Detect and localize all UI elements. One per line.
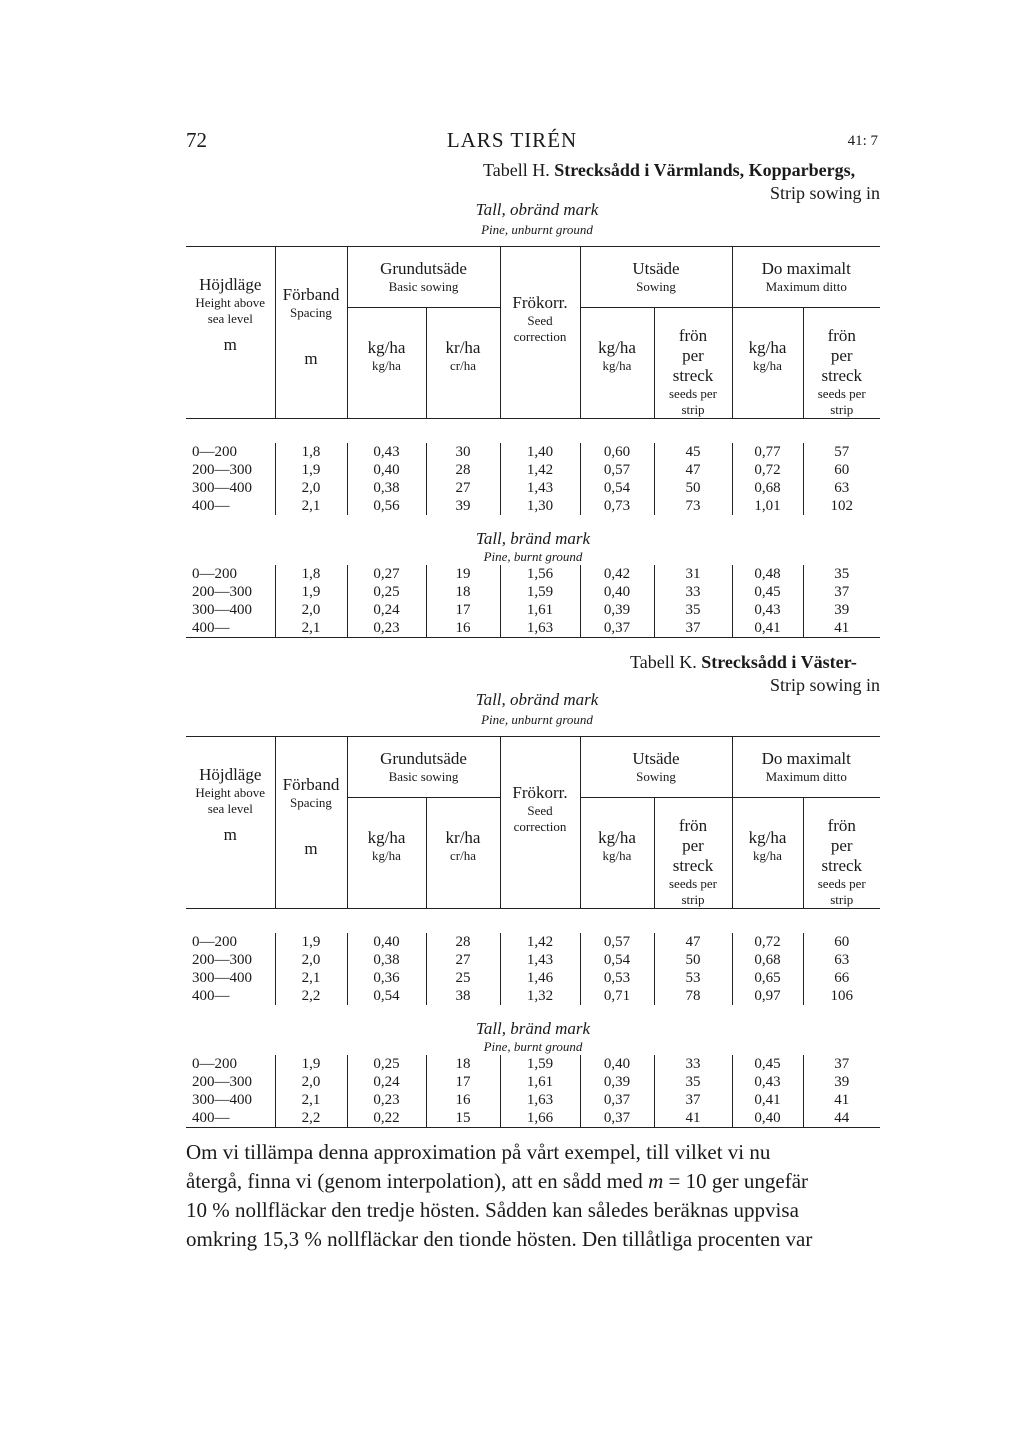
- table-h-section1-en: Pine, unburnt ground: [481, 222, 593, 237]
- table-cell: 39: [834, 602, 850, 618]
- table-cell: 78: [654, 987, 732, 1005]
- table-cell: 2,0: [275, 1073, 347, 1091]
- table-cell: 0,25: [347, 583, 426, 601]
- table-cell: 2,1: [275, 1091, 347, 1109]
- table-cell: 37: [834, 584, 850, 600]
- table-cell: 1,59: [500, 1055, 580, 1073]
- col-height-header: Höjdläge Height above sea level m: [186, 247, 275, 419]
- table-cell: 1,9: [275, 1055, 347, 1073]
- table-cell: 28: [426, 461, 500, 479]
- table-cell: 39: [426, 497, 500, 515]
- table-cell: 0,41: [732, 619, 803, 638]
- table-cell: 31: [654, 565, 732, 583]
- body-line-2: återgå, finna vi (genom interpolation), att en sådd med m = 10 ger ungefär: [186, 1169, 809, 1193]
- table-cell: 1,61: [500, 1073, 580, 1091]
- col-spacing-header: Förband Spacing m: [275, 247, 347, 419]
- table-cell: 0,25: [347, 1055, 426, 1073]
- table-cell: 2,1: [275, 969, 347, 987]
- table-cell: 0,45: [732, 583, 803, 601]
- table-row: [186, 987, 880, 1005]
- table-cell: 17: [426, 601, 500, 619]
- table-cell: 2,0: [275, 601, 347, 619]
- table-h-label: Tabell H.: [483, 160, 550, 180]
- table-cell: 1,40: [500, 443, 580, 461]
- table-cell: 30: [426, 443, 500, 461]
- table-cell: 57: [834, 444, 850, 460]
- table-cell: 0,40: [347, 933, 426, 951]
- col-basic-sowing-header: Grundutsäde Basic sowing: [347, 737, 500, 798]
- table-cell: 0,65: [732, 969, 803, 987]
- table-cell: 0,43: [347, 443, 426, 461]
- table-cell: 0,24: [347, 601, 426, 619]
- table-cell: 1,56: [500, 565, 580, 583]
- body-line-1: Om vi tillämpa denna approximation på vårt exempel, till vilket vi nu: [186, 1140, 771, 1164]
- table-k: [186, 736, 880, 1128]
- table-cell: 2,1: [275, 497, 347, 515]
- table-cell: 1,46: [500, 969, 580, 987]
- table-cell: 18: [426, 583, 500, 601]
- table-cell: 0,38: [347, 951, 426, 969]
- table-k-section1-en: Pine, unburnt ground: [481, 712, 593, 727]
- col-sowing-kgha: kg/ha kg/ha: [580, 798, 654, 909]
- table-cell: 50: [654, 951, 732, 969]
- col-sowing-header: Utsäde Sowing: [580, 247, 732, 308]
- col-sowing-seeds: frön per streck seeds per strip: [654, 798, 732, 909]
- table-cell: 0,22: [347, 1109, 426, 1128]
- table-h-body-unburnt: [186, 443, 880, 515]
- table-cell: 1,59: [500, 583, 580, 601]
- table-cell: 0,97: [732, 987, 803, 1005]
- table-row: [186, 443, 880, 461]
- body-line-4: omkring 15,3 % nollfläckar den tionde hösten. Den tillåtliga procenten var: [186, 1227, 813, 1251]
- col-sowing-seeds: frön per streck seeds per strip: [654, 308, 732, 419]
- table-cell: 0,24: [347, 1073, 426, 1091]
- table-cell: 0,54: [580, 479, 654, 497]
- table-cell: 0,40: [347, 461, 426, 479]
- table-cell: 35: [834, 566, 850, 582]
- table-cell: 41: [834, 1092, 850, 1108]
- table-cell: 0,38: [347, 479, 426, 497]
- table-k-title: Strecksådd i Väster-: [701, 652, 857, 672]
- table-cell: 53: [654, 969, 732, 987]
- table-cell: 33: [654, 583, 732, 601]
- table-cell: 0,56: [347, 497, 426, 515]
- table-k-body-burnt: [186, 1055, 880, 1128]
- table-cell: 0,43: [732, 601, 803, 619]
- table-cell: 2,0: [275, 951, 347, 969]
- table-cell: 16: [426, 619, 500, 638]
- table-cell: 0,37: [580, 1109, 654, 1128]
- table-cell: 35: [654, 1073, 732, 1091]
- table-row: [186, 1073, 880, 1091]
- table-cell: 0—200: [186, 443, 275, 461]
- col-seed-correction-header: Frökorr. Seed correction: [500, 247, 580, 419]
- running-author: LARS TIRÉN: [446, 128, 578, 152]
- table-cell: 0,41: [732, 1091, 803, 1109]
- table-cell: 39: [834, 1074, 850, 1090]
- table-cell: 0—200: [186, 565, 275, 583]
- body-paragraph: [186, 1138, 880, 1254]
- table-cell: 66: [834, 970, 850, 986]
- table-h-caption: [483, 160, 855, 181]
- table-cell: 47: [654, 933, 732, 951]
- table-cell: 200—300: [186, 583, 275, 601]
- table-cell: 0,27: [347, 565, 426, 583]
- table-k-section2: Tall, bränd mark Pine, burnt ground: [475, 1019, 591, 1054]
- table-cell: 400—: [186, 1109, 275, 1128]
- table-cell: 0,39: [580, 601, 654, 619]
- table-cell: 300—400: [186, 969, 275, 987]
- table-cell: 0,36: [347, 969, 426, 987]
- table-cell: 0—200: [186, 933, 275, 951]
- table-row: [186, 583, 880, 601]
- table-cell: 0,60: [580, 443, 654, 461]
- table-row: [186, 601, 880, 619]
- col-basic-sowing-header: Grundutsäde Basic sowing: [347, 247, 500, 308]
- table-cell: 1,30: [500, 497, 580, 515]
- table-cell: 2,0: [275, 479, 347, 497]
- table-row: [186, 969, 880, 987]
- table-k-label: Tabell K.: [630, 652, 697, 672]
- table-cell: 60: [834, 934, 850, 950]
- table-cell: 0,68: [732, 951, 803, 969]
- table-cell: 1,01: [732, 497, 803, 515]
- table-cell: 41: [654, 1109, 732, 1128]
- table-cell: 37: [654, 619, 732, 638]
- table-row: [186, 1091, 880, 1109]
- col-height-header: Höjdläge Height above sea level m: [186, 737, 275, 909]
- table-k-caption: [630, 652, 857, 673]
- table-k-title-en: Strip sowing in: [769, 675, 880, 695]
- col-sowing-header: Utsäde Sowing: [580, 737, 732, 798]
- table-h-title: Strecksådd i Värmlands, Kopparbergs,: [554, 160, 856, 180]
- table-row: [186, 1055, 880, 1073]
- table-cell: 1,32: [500, 987, 580, 1005]
- table-k-section1-sv: Tall, obränd mark: [475, 690, 599, 709]
- page-number: 72: [186, 128, 207, 152]
- table-row: [186, 479, 880, 497]
- col-max-seeds: frön per streck seeds per strip: [803, 308, 880, 419]
- table-row: [186, 951, 880, 969]
- table-cell: 106: [830, 988, 853, 1004]
- table-cell: 1,63: [500, 619, 580, 638]
- table-cell: 200—300: [186, 951, 275, 969]
- table-cell: 2,1: [275, 619, 347, 638]
- table-cell: 0,53: [580, 969, 654, 987]
- table-cell: 2,2: [275, 987, 347, 1005]
- table-cell: 1,43: [500, 479, 580, 497]
- table-cell: 63: [834, 480, 850, 496]
- table-row: [186, 497, 880, 515]
- table-cell: 0,72: [732, 461, 803, 479]
- table-cell: 2,2: [275, 1109, 347, 1128]
- table-cell: 400—: [186, 497, 275, 515]
- col-seed-correction-header: Frökorr. Seed correction: [500, 737, 580, 909]
- table-cell: 1,9: [275, 583, 347, 601]
- table-cell: 0,40: [580, 583, 654, 601]
- table-cell: 0,57: [580, 933, 654, 951]
- table-cell: 0,37: [580, 1091, 654, 1109]
- table-cell: 1,9: [275, 933, 347, 951]
- table-cell: 300—400: [186, 601, 275, 619]
- table-cell: 0,54: [347, 987, 426, 1005]
- table-h-body-burnt: [186, 565, 880, 638]
- table-cell: 0,77: [732, 443, 803, 461]
- table-cell: 15: [426, 1109, 500, 1128]
- table-cell: 19: [426, 565, 500, 583]
- table-cell: 44: [803, 1109, 880, 1128]
- table-cell: 41: [803, 619, 880, 638]
- col-basic-kgha: kg/ha kg/ha: [347, 308, 426, 419]
- table-cell: 25: [426, 969, 500, 987]
- table-cell: 0,40: [732, 1109, 803, 1128]
- table-cell: 37: [654, 1091, 732, 1109]
- table-cell: 18: [426, 1055, 500, 1073]
- col-basic-kgha: kg/ha kg/ha: [347, 798, 426, 909]
- table-cell: 33: [654, 1055, 732, 1073]
- table-cell: 0,23: [347, 619, 426, 638]
- col-max-seeds: frön per streck seeds per strip: [803, 798, 880, 909]
- table-cell: 1,63: [500, 1091, 580, 1109]
- col-basic-krha: kr/ha cr/ha: [426, 308, 500, 419]
- table-h-section1-sv: Tall, obränd mark: [475, 200, 599, 219]
- table-cell: 0,72: [732, 933, 803, 951]
- table-cell: 0,40: [580, 1055, 654, 1073]
- table-cell: 60: [834, 462, 850, 478]
- col-maximum-header: Do maximalt Maximum ditto: [732, 247, 880, 308]
- table-row: [186, 1109, 880, 1128]
- table-cell: 1,42: [500, 933, 580, 951]
- table-cell: 200—300: [186, 461, 275, 479]
- table-cell: 1,8: [275, 565, 347, 583]
- table-cell: 38: [426, 987, 500, 1005]
- table-cell: 0,42: [580, 565, 654, 583]
- table-cell: 35: [654, 601, 732, 619]
- table-cell: 102: [830, 498, 853, 514]
- table-cell: 0,39: [580, 1073, 654, 1091]
- table-cell: 0,48: [732, 565, 803, 583]
- table-h: [186, 246, 880, 638]
- table-cell: 1,9: [275, 461, 347, 479]
- table-cell: 300—400: [186, 1091, 275, 1109]
- table-k-body-unburnt: [186, 933, 880, 1005]
- table-cell: 73: [654, 497, 732, 515]
- table-cell: 0—200: [186, 1055, 275, 1073]
- table-cell: 1,42: [500, 461, 580, 479]
- table-cell: 0,45: [732, 1055, 803, 1073]
- table-row: [186, 565, 880, 583]
- table-cell: 0,37: [580, 619, 654, 638]
- table-row: [186, 933, 880, 951]
- table-cell: 27: [426, 479, 500, 497]
- col-spacing-header: Förband Spacing m: [275, 737, 347, 909]
- table-cell: 27: [426, 951, 500, 969]
- table-h-title-en: Strip sowing in: [769, 183, 880, 203]
- table-cell: 300—400: [186, 479, 275, 497]
- col-basic-krha: kr/ha cr/ha: [426, 798, 500, 909]
- table-h-section2: Tall, bränd mark Pine, burnt ground: [475, 529, 591, 564]
- table-cell: 200—300: [186, 1073, 275, 1091]
- table-cell: 50: [654, 479, 732, 497]
- col-maximum-header: Do maximalt Maximum ditto: [732, 737, 880, 798]
- table-cell: 37: [834, 1056, 850, 1072]
- col-max-kgha: kg/ha kg/ha: [732, 798, 803, 909]
- table-cell: 0,54: [580, 951, 654, 969]
- table-cell: 0,23: [347, 1091, 426, 1109]
- table-cell: 0,68: [732, 479, 803, 497]
- table-cell: 400—: [186, 619, 275, 638]
- table-cell: 0,71: [580, 987, 654, 1005]
- table-cell: 17: [426, 1073, 500, 1091]
- table-cell: 1,8: [275, 443, 347, 461]
- table-cell: 63: [834, 952, 850, 968]
- col-max-kgha: kg/ha kg/ha: [732, 308, 803, 419]
- volume-number: 41: 7: [847, 133, 878, 149]
- table-cell: 1,66: [500, 1109, 580, 1128]
- table-cell: 0,73: [580, 497, 654, 515]
- table-cell: 28: [426, 933, 500, 951]
- table-cell: 47: [654, 461, 732, 479]
- col-sowing-kgha: kg/ha kg/ha: [580, 308, 654, 419]
- table-cell: 1,61: [500, 601, 580, 619]
- table-cell: 0,43: [732, 1073, 803, 1091]
- table-cell: 1,43: [500, 951, 580, 969]
- table-row: [186, 461, 880, 479]
- table-cell: 400—: [186, 987, 275, 1005]
- table-cell: 45: [654, 443, 732, 461]
- table-row: [186, 619, 880, 638]
- body-line-3: 10 % nollfläckar den tredje hösten. Sådden kan således beräknas uppvisa: [186, 1198, 799, 1222]
- table-cell: 0,57: [580, 461, 654, 479]
- table-cell: 16: [426, 1091, 500, 1109]
